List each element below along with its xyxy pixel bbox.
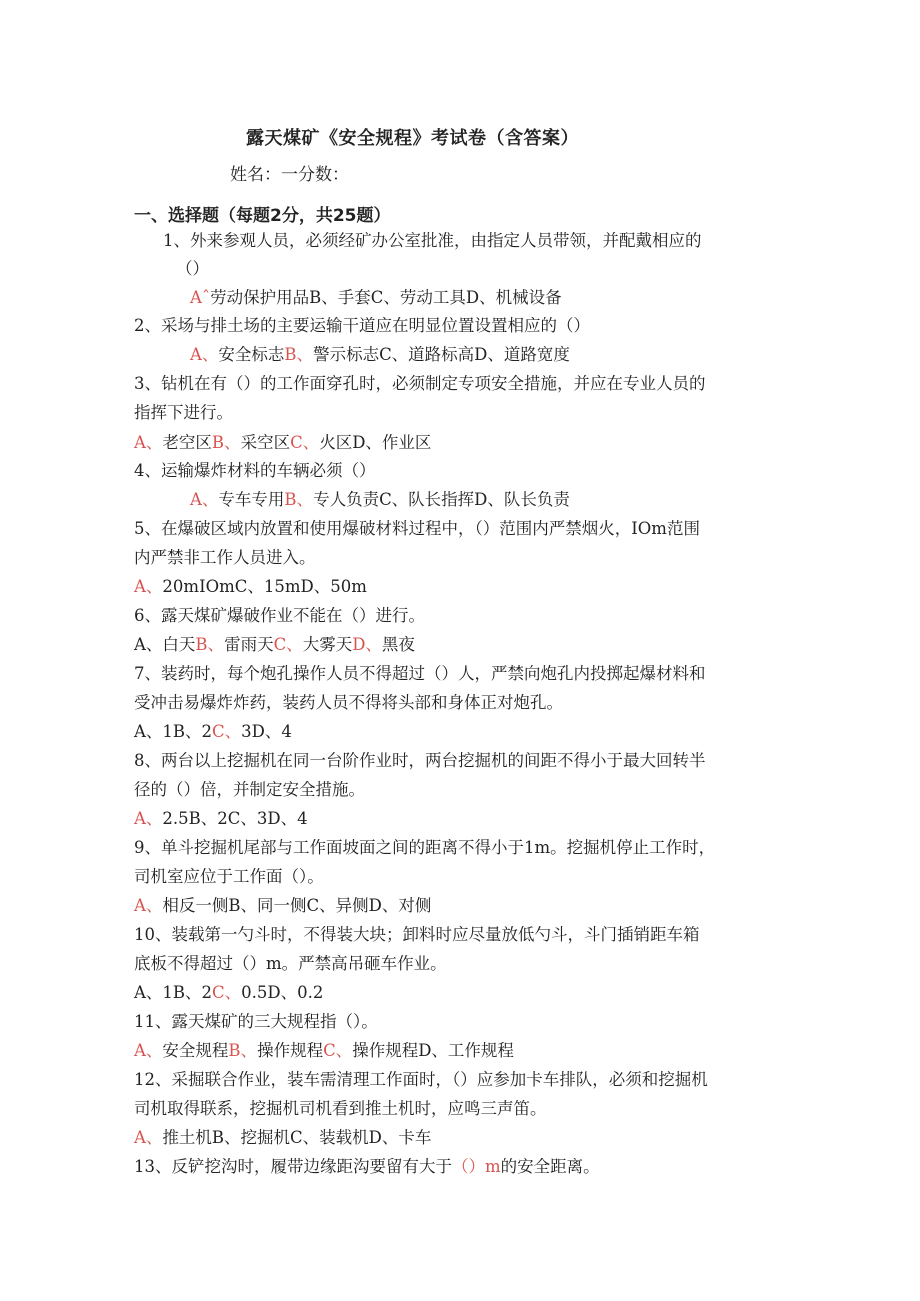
question-9-options bbox=[134, 895, 431, 917]
question-8-text-cont: 径的（）倍，并制定安全措施。 bbox=[134, 780, 365, 799]
option-text: 大雾天 bbox=[302, 635, 353, 654]
option-marker: A、 bbox=[190, 490, 219, 509]
option-text: 2.5B、2C、3D、4 bbox=[162, 809, 308, 828]
option-marker: Aˆ bbox=[190, 288, 211, 307]
option-text: 火区D、作业区 bbox=[319, 433, 432, 452]
question-12-options bbox=[134, 1127, 431, 1149]
answer-blank: （）m bbox=[452, 1157, 501, 1176]
option-marker: A、 bbox=[134, 1128, 163, 1147]
question-5-text: 5、在爆破区域内放置和使用爆破材料过程中，（）范围内严禁烟火，IOm范围 bbox=[134, 519, 700, 538]
option-marker: A、 bbox=[190, 345, 219, 364]
question-10-options bbox=[134, 982, 323, 1004]
option-marker: D、 bbox=[352, 635, 382, 654]
option-text: 采空区 bbox=[240, 433, 291, 452]
option-marker: B、 bbox=[284, 490, 314, 509]
page-title: 露天煤矿《安全规程》考试卷（含答案） bbox=[246, 128, 579, 149]
option-marker: C、 bbox=[323, 1041, 353, 1060]
option-text: 黑夜 bbox=[381, 635, 415, 654]
option-text: 推土机B、挖掘机C、装载机D、卡车 bbox=[162, 1128, 432, 1147]
question-1-text: 1、外来参观人员，必须经矿办公室批准，由指定人员带领，并配戴相应的 bbox=[163, 231, 702, 250]
question-11-options bbox=[134, 1040, 514, 1062]
option-text: 安全规程 bbox=[162, 1041, 229, 1060]
question-text: 13、反铲挖沟时，履带边缘距沟要留有大于 bbox=[134, 1157, 452, 1176]
option-marker: B、 bbox=[228, 1041, 258, 1060]
option-text: 操作规程D、工作规程 bbox=[352, 1041, 514, 1060]
question-6-options bbox=[134, 634, 415, 656]
option-text: 老空区 bbox=[162, 433, 212, 452]
option-marker: B、 bbox=[211, 433, 241, 452]
option-text: 警示标志C、道路标高D、道路宽度 bbox=[313, 345, 570, 364]
question-6-text: 6、露天煤矿爆破作业不能在（）进行。 bbox=[134, 606, 425, 625]
question-8-text: 8、两台以上挖掘机在同一台阶作业时，两台挖掘机的间距不得小于最大回转半 bbox=[134, 751, 706, 770]
option-text: 操作规程 bbox=[257, 1041, 324, 1060]
question-11-text: 11、露天煤矿的三大规程指（）。 bbox=[134, 1012, 378, 1031]
option-marker: C、 bbox=[290, 433, 320, 452]
option-text: 安全标志 bbox=[218, 345, 285, 364]
option-marker: C、 bbox=[212, 983, 242, 1002]
option-marker: A、 bbox=[134, 809, 163, 828]
question-5-options bbox=[134, 576, 367, 598]
option-marker: A、 bbox=[134, 896, 163, 915]
option-text: 20mIOmC、15mD、50m bbox=[162, 577, 367, 596]
question-7-options bbox=[134, 721, 292, 743]
question-3-options bbox=[134, 432, 431, 454]
option-marker: A、 bbox=[134, 1041, 163, 1060]
option-text: 0.5D、0.2 bbox=[241, 983, 324, 1002]
option-text: 劳动保护用品B、手套C、劳动工具D、机械设备 bbox=[210, 288, 562, 307]
option-text: 雷雨天 bbox=[224, 635, 274, 654]
option-text: A、1B、2 bbox=[134, 983, 213, 1002]
question-10-text: 10、装载第一勺斗时，不得装大块；卸料时应尽量放低勺斗，斗门插销距车箱 bbox=[134, 925, 700, 944]
question-7-text-cont: 受冲击易爆炸炸药，装药人员不得将头部和身体正对炮孔。 bbox=[134, 693, 563, 712]
option-text: A、白天 bbox=[134, 635, 196, 654]
question-12-text-cont: 司机取得联系，挖掘机司机看到推土机时，应鸣三声笛。 bbox=[134, 1099, 547, 1118]
option-marker: C、 bbox=[212, 722, 242, 741]
question-8-options bbox=[134, 808, 308, 830]
question-2-options bbox=[190, 344, 570, 366]
section-heading: 一、选择题（每题2分，共25题） bbox=[134, 206, 391, 226]
option-text: 专人负责C、队长指挥D、队长负责 bbox=[313, 490, 570, 509]
question-1-options bbox=[190, 287, 562, 309]
question-4-text: 4、运输爆炸材料的车辆必须（） bbox=[134, 461, 376, 480]
question-9-text-cont: 司机室应位于工作面（）。 bbox=[134, 867, 324, 886]
option-marker: A、 bbox=[134, 433, 163, 452]
question-3-text: 3、钻机在有（）的工作面穿孔时，必须制定专项安全措施，并应在专业人员的 bbox=[134, 374, 706, 393]
option-marker: B、 bbox=[195, 635, 225, 654]
question-2-text: 2、采场与排土场的主要运输干道应在明显位置设置相应的（） bbox=[134, 316, 590, 335]
option-text: A、1B、2 bbox=[134, 722, 213, 741]
option-text: 专车专用 bbox=[218, 490, 285, 509]
name-score-line: 姓名：一分数： bbox=[230, 165, 349, 185]
option-text: 3D、4 bbox=[241, 722, 292, 741]
option-text: 相反一侧B、同一侧C、异侧D、对侧 bbox=[162, 896, 432, 915]
question-9-text: 9、单斗挖掘机尾部与工作面坡面之间的距离不得小于1m。挖掘机停止工作时， bbox=[134, 838, 716, 857]
question-4-options bbox=[190, 489, 570, 511]
question-10-text-cont: 底板不得超过（）m。严禁高吊砸车作业。 bbox=[134, 954, 447, 973]
question-12-text: 12、采掘联合作业，装车需清理工作面时，（）应参加卡车排队，必须和挖掘机 bbox=[134, 1070, 708, 1089]
option-marker: B、 bbox=[284, 345, 314, 364]
question-3-text-cont: 指挥下进行。 bbox=[134, 403, 233, 422]
option-marker: A、 bbox=[134, 577, 163, 596]
question-1-text-cont: （） bbox=[176, 259, 209, 278]
question-text: 的安全距离。 bbox=[500, 1157, 600, 1176]
option-marker: C、 bbox=[273, 635, 303, 654]
question-7-text: 7、装药时，每个炮孔操作人员不得超过（）人，严禁向炮孔内投掷起爆材料和 bbox=[134, 664, 706, 683]
question-5-text-cont: 内严禁非工作人员进入。 bbox=[134, 548, 316, 567]
question-13-text bbox=[134, 1156, 600, 1178]
